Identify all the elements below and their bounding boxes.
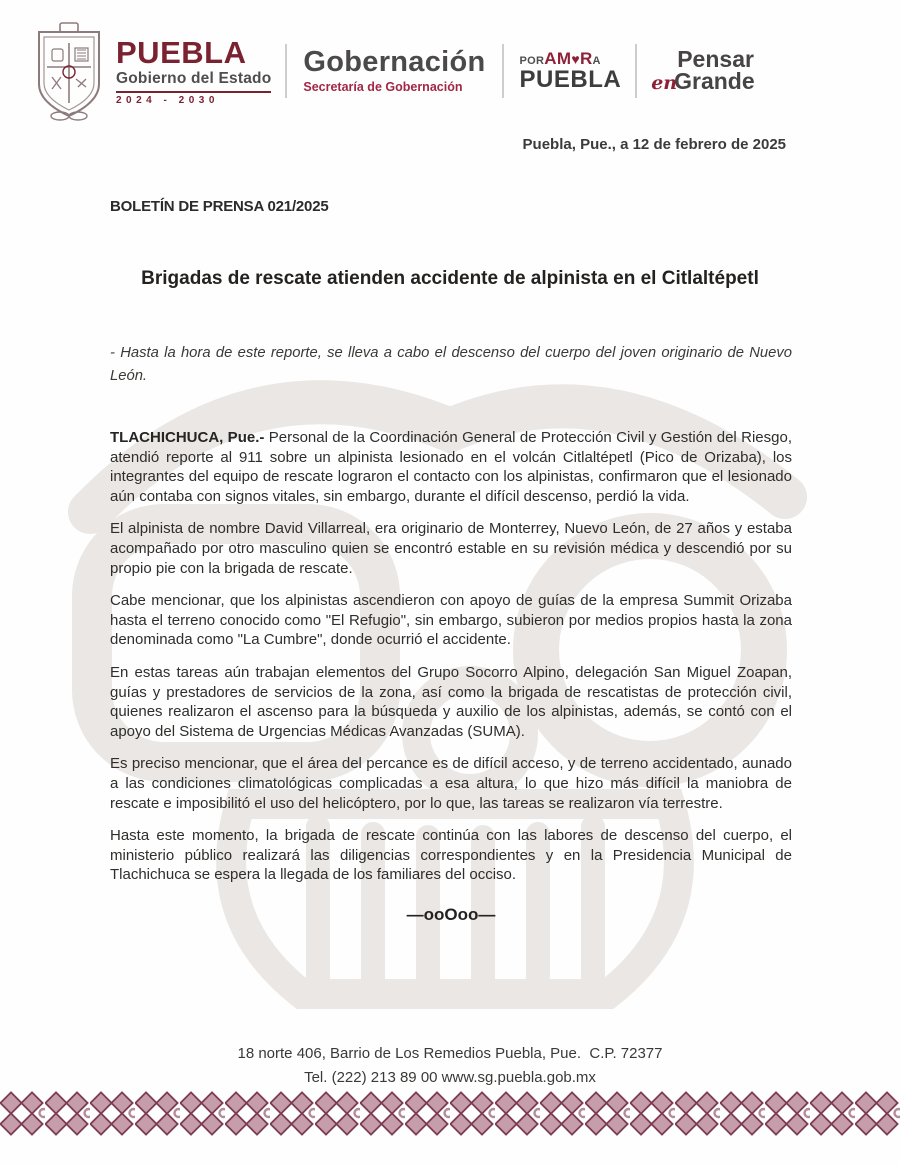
pensar-en-word: en <box>651 72 678 94</box>
gobernacion-title: Gobernación <box>303 46 486 78</box>
puebla-wordmark <box>116 34 272 106</box>
puebla-subtitle: Gobierno del Estado <box>116 69 272 87</box>
por-amor-a-puebla-wordmark <box>520 50 622 92</box>
body-text <box>110 428 792 925</box>
bulletin-number: BOLETÍN DE PRENSA 021/2025 <box>110 198 329 215</box>
puebla-coat-of-arms-icon <box>30 20 108 122</box>
body-paragraph: En estas tareas aún trabajan elementos del Grupo Socorro Alpino, delegación San Miguel Zoapan, guías y prestadores de servicios de la zona, así como la brigada de rescatistas de protección civil, quienes realizaron el ascenso para la búsqueda y auxilio de los alpinistas, además, se contó con el apoyo del Sistema de Urgencias Médicas Avanzadas (SUMA). <box>110 663 792 740</box>
amor-a: A <box>592 55 601 67</box>
body-paragraph: Hasta este momento, la brigada de rescate continúa con las labores de descenso del cuerpo, el ministerio público realizará las diligencias correspondientes y en la Presidencia Municipal de Tlachichuca se espera la llegada de los familiares del occiso. <box>110 827 792 884</box>
decorative-diamond-border <box>0 1090 900 1136</box>
body-paragraph: Es preciso mencionar, que el área del percance es de difícil acceso, y de terreno accidentado, aunado a las condiciones climatológicas complicadas a esa altura, lo que hizo más difícil la maniobra de rescate e imposibilitó el uso del helicóptero, por lo que, las tareas se realizaron vía terrestre. <box>110 755 792 812</box>
pensar-grande-word: Grande <box>674 68 755 94</box>
body-paragraph: Cabe mencionar, que los alpinistas ascendieron con apoyo de guías de la empresa Summit Orizaba hasta el terreno conocido como "El Refugio", sin embargo, subieron por medios propios hasta la zona denominada como "La Cumbre", donde ocurrió el accidente. <box>110 592 792 649</box>
header-logo-band <box>30 16 876 126</box>
pensar-en-grande-wordmark <box>651 46 755 94</box>
logo-divider <box>285 44 287 98</box>
amor-r: R <box>579 49 593 68</box>
gobernacion-wordmark <box>303 48 485 94</box>
lead-paragraph: - Hasta la hora de este reporte, se lleva a cabo el descenso del cuerpo del joven originario de Nuevo León. <box>110 345 792 384</box>
body-paragraph: El alpinista de nombre David Villarreal, era originario de Monterrey, Nuevo León, de 27 años y estaba acompañado por otro masculino quien se encontró estable en su revisión médica y descendió por su propio pie con la brigada de rescate. <box>110 520 792 577</box>
footer-contact-line: Tel. (222) 213 89 00 www.sg.puebla.gob.mx <box>304 1069 596 1086</box>
puebla-period: 2024 - 2030 <box>116 91 271 106</box>
footer-address-line: 18 norte 406, Barrio de Los Remedios Puebla, Pue. C.P. 72377 <box>237 1045 663 1062</box>
heart-icon: ♥ <box>571 51 580 67</box>
puebla-title: PUEBLA <box>116 34 247 70</box>
paragraph-lead-in: TLACHICHUCA, Pue.- <box>110 429 265 446</box>
amor-puebla: PUEBLA <box>519 66 622 93</box>
logo-divider <box>635 44 637 98</box>
logo-divider <box>502 44 504 98</box>
dateline: Puebla, Pue., a 12 de febrero de 2025 <box>522 136 786 153</box>
pensar-word: Pensar <box>677 46 754 73</box>
end-separator: —ooOoo— <box>406 904 496 924</box>
page-title: Brigadas de rescate atienden accidente de alpinista en el Citlaltépetl <box>141 268 759 289</box>
amor-am: AM <box>544 49 572 68</box>
amor-por: POR <box>519 55 545 67</box>
footer <box>0 1042 900 1090</box>
gobernacion-subtitle: Secretaría de Gobernación <box>303 80 463 94</box>
body-paragraph: TLACHICHUCA, Pue.- Personal de la Coordinación General de Protección Civil y Gestión del Riesgo, atendió reporte al 911 sobre un alpinista lesionado en el volcán Citlaltépetl (Pico de Orizaba), los integrantes del equipo de rescate lograron el contacto con los alpinistas, confirmaron que el lesionado aún contaba con signos vitales, sin embargo, durante el difícil descenso, perdió la vida. <box>110 429 792 505</box>
